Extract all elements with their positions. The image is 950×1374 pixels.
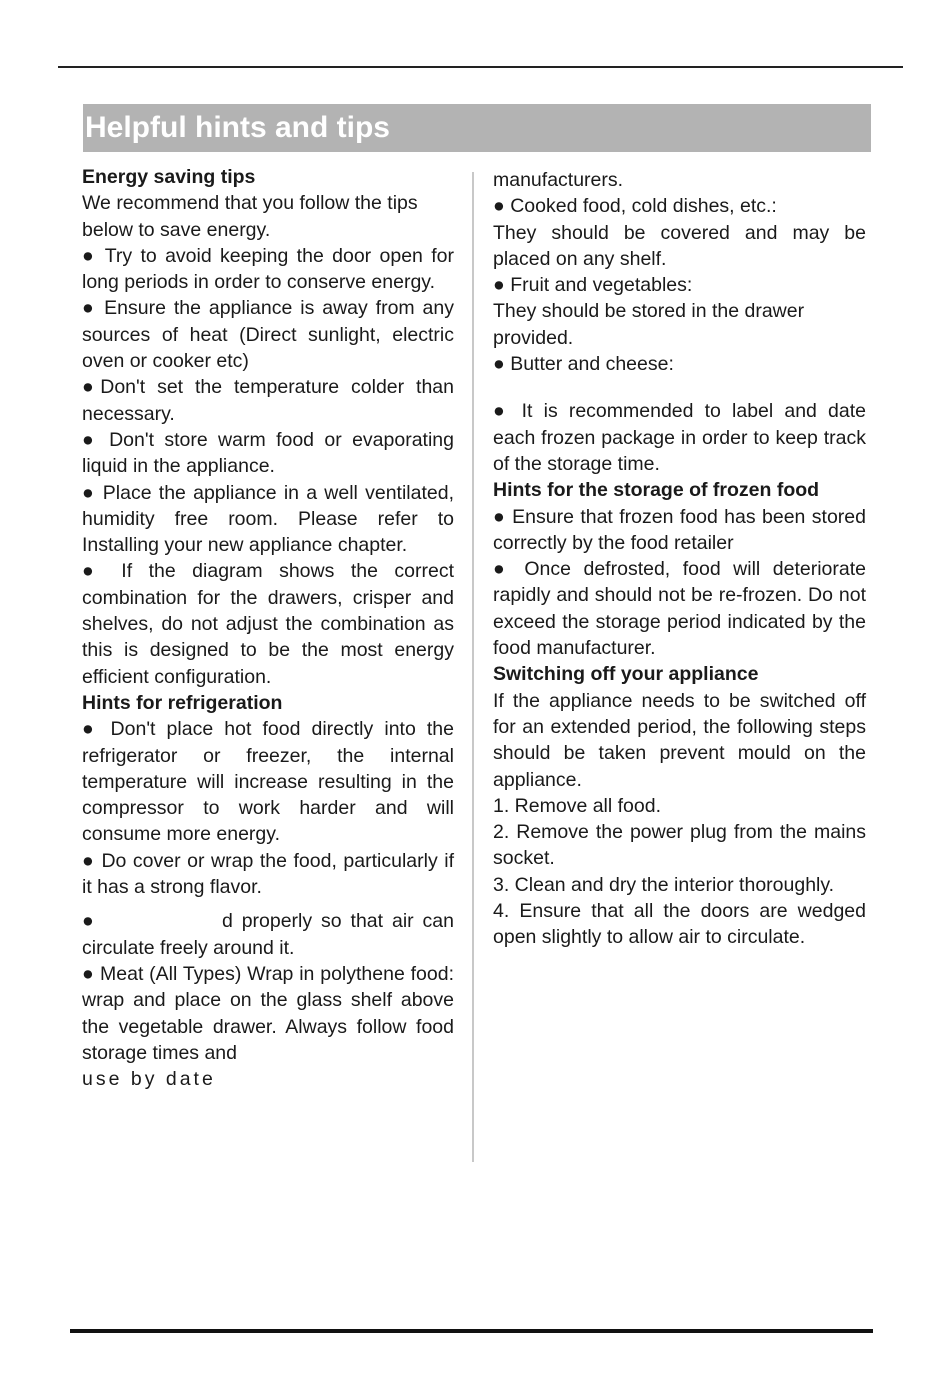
storage-text: They should be covered and may be placed on any shelf. xyxy=(493,221,866,270)
energy-tip: ● If the diagram shows the correct combination for the drawers, crisper and shelves, do not adjust the combination as this is designed to be the most energy efficient configuration. xyxy=(82,560,454,688)
energy-tip: ● Place the appliance in a well ventilated, humidity free room. Please refer to Installing your new appliance chapter. xyxy=(82,481,454,557)
frozen-tip: ● Ensure that frozen food has been stored correctly by the food retailer xyxy=(493,505,866,554)
energy-saving-heading: Energy saving tips xyxy=(82,166,256,188)
refrigeration-heading: Hints for refrigeration xyxy=(82,691,283,714)
page-title: Helpful hints and tips xyxy=(83,104,871,152)
bottom-rule xyxy=(70,1329,873,1333)
switch-off-step: 1. Remove all food. xyxy=(493,794,662,817)
frozen-tip: ● Once defrosted, food will deteriorate rapidly and should not be re-frozen. Do not exceed the storage period indicated by the food manufacturer. xyxy=(493,558,866,660)
top-rule xyxy=(58,66,903,68)
switch-off-heading: Switching off your appliance xyxy=(493,663,759,686)
energy-tip: ● Ensure the appliance is away from any sources of heat (Direct sunlight, electric oven or cooker etc) xyxy=(82,297,454,373)
storage-text: They should be stored in the drawer provided. xyxy=(493,300,805,349)
frozen-food-heading: Hints for the storage of frozen food xyxy=(493,479,820,502)
switch-off-step: 3. Clean and dry the interior thoroughly. xyxy=(493,873,835,896)
energy-tip: ●Don't set the temperature colder than necessary. xyxy=(82,376,454,425)
column-divider xyxy=(472,172,474,1162)
switch-off-step: 2. Remove the power plug from the mains socket. xyxy=(493,821,866,870)
label-tip: ● It is recommended to label and date each frozen package in order to keep track of the storage time. xyxy=(493,400,866,475)
energy-tip: ● Try to avoid keeping the door open for long periods in order to conserve energy. xyxy=(82,244,454,294)
left-column xyxy=(82,164,460,1092)
energy-tip: ● Don't store warm food or evaporating liquid in the appliance. xyxy=(82,428,454,478)
energy-intro: We recommend that you follow the tips below to save energy. xyxy=(82,192,418,241)
refrigeration-tip: ● Meat (All Types) Wrap in polythene food: wrap and place on the glass shelf above the vegetable drawer. Always follow food storage times and xyxy=(82,962,454,1064)
storage-item: ● Cooked food, cold dishes, etc.: xyxy=(493,195,777,218)
continuation-text: manufacturers. xyxy=(493,169,624,191)
switch-off-step: 4. Ensure that all the doors are wedged open slightly to allow air to circulate. xyxy=(493,900,866,949)
right-column xyxy=(493,167,866,951)
refrigeration-tip: ● Do cover or wrap the food, particularly if it has a strong flavor. xyxy=(82,849,454,899)
refrigeration-tip: ● d properly so that air can circulate freely around it. xyxy=(82,910,460,959)
refrigeration-tip: ● Don't place hot food directly into the refrigerator or freezer, the internal temperature will increase resulting in the compressor to work harder and will consume more energy. xyxy=(82,718,454,846)
refrigeration-tip-end: use by date xyxy=(82,1068,216,1091)
storage-item: ● Fruit and vegetables: xyxy=(493,274,693,297)
switch-off-intro: If the appliance needs to be switched off for an extended period, the following steps should be taken prevent mould on the appliance. xyxy=(493,689,866,791)
storage-item: ● Butter and cheese: xyxy=(493,353,674,376)
